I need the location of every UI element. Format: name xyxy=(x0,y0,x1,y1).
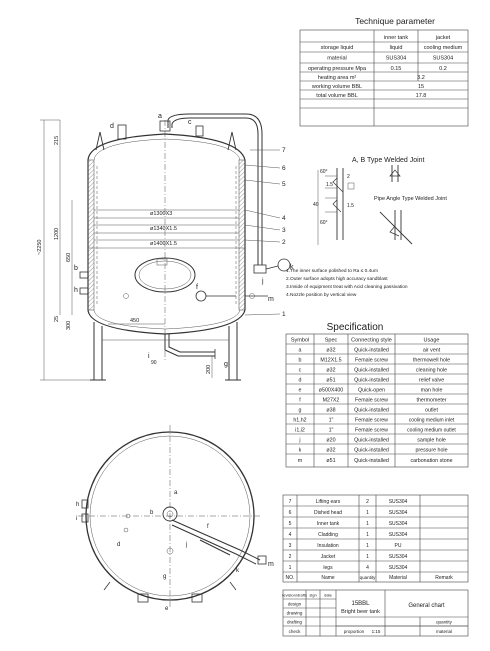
spec-cell: ø32 xyxy=(326,447,336,454)
spec-cell: M12X1.5 xyxy=(320,357,342,364)
plan-letter-f: f xyxy=(207,524,209,530)
bom-cell: 7 xyxy=(288,499,292,505)
spec-head: Usage xyxy=(423,337,440,344)
tb-chart-name: General chart xyxy=(408,603,445,609)
tech-cell: heating area m² xyxy=(317,75,357,81)
bom-cell: PU xyxy=(394,543,402,549)
dim-h-mid: 650 xyxy=(66,252,72,262)
spec-cell: 1" xyxy=(328,417,334,424)
letter-f: f xyxy=(196,284,198,291)
weld-label: 60° xyxy=(320,169,328,175)
spec-cell: h1,h2 xyxy=(293,417,307,424)
dim-d1: ø1300X3 xyxy=(150,211,173,217)
letter-a: a xyxy=(158,113,162,120)
bom-cell: legs xyxy=(323,565,333,571)
bom-cell: Dished head xyxy=(313,510,343,516)
tech-cell: storage liquid xyxy=(320,45,354,51)
tb-product-capacity: 15BBL xyxy=(351,601,370,607)
technique-parameter-table xyxy=(300,16,468,126)
dim-h-25: 25 xyxy=(54,315,60,322)
tech-cell: 0.15 xyxy=(390,66,402,72)
bom-cell: 3 xyxy=(288,543,292,549)
tech-cell: total volume BBL xyxy=(316,93,358,99)
plan-letter-i: i xyxy=(76,516,78,522)
note-line: 3.Inside of equipment treat with Acid cleaning passivation xyxy=(286,285,408,290)
letter-g: g xyxy=(224,361,228,368)
weld-label: 1.5 xyxy=(326,182,333,188)
spec-cell: cleaning hole xyxy=(415,367,448,374)
spec-cell: e xyxy=(298,387,302,394)
nozzle-d xyxy=(118,125,126,139)
letter-i: i xyxy=(148,353,150,360)
spec-cell: M27X2 xyxy=(322,397,340,404)
spec-cell: k xyxy=(298,447,302,454)
tb-check: check xyxy=(288,629,301,634)
bom-head: quantity xyxy=(359,575,376,580)
bom-cell: 4 xyxy=(288,532,292,538)
tb-proportion: proportion xyxy=(343,629,365,634)
tb-product-name: Bright beer tank xyxy=(341,609,380,615)
spec-cell: man hole xyxy=(420,387,443,394)
plan-letter-b: b xyxy=(150,510,154,516)
spec-cell: b xyxy=(298,357,302,364)
tech-cell: 15 xyxy=(417,84,425,90)
weld-title: A, B Type Welded Joint xyxy=(352,157,425,164)
note-line: 4.Nozzle position by vertical view xyxy=(286,293,357,298)
weld-label: 2 xyxy=(347,174,350,180)
bom-head: NO. xyxy=(285,575,295,581)
spec-cell: Quick-open xyxy=(357,387,386,394)
part-label-7: 7 xyxy=(282,147,286,154)
spec-cell: thermowell hole xyxy=(412,357,451,364)
letter-j: j xyxy=(262,278,264,285)
bom-cell: 2 xyxy=(288,554,292,560)
tech-title: Technique parameter xyxy=(355,16,435,26)
bom-cell: 6 xyxy=(288,510,292,516)
bom-cell: 1 xyxy=(366,532,369,538)
spec-cell: f xyxy=(299,397,301,404)
tb-sign: sign xyxy=(309,592,317,598)
part-label-6: 6 xyxy=(282,165,286,172)
letter-m: m xyxy=(268,296,274,303)
tb-material: material xyxy=(435,629,453,634)
spec-cell: c xyxy=(298,367,302,374)
weld-label: 60° xyxy=(320,220,328,226)
bom-frame xyxy=(283,495,468,582)
bom-head: Remark xyxy=(435,575,453,581)
tb-quantity: quantity xyxy=(436,619,452,625)
bom-cell: SUS304 xyxy=(388,532,408,538)
tank-front-view xyxy=(37,113,294,380)
plan-letter-h: h xyxy=(76,502,80,508)
spec-cell: air vent xyxy=(422,347,441,354)
plan-pipe-k xyxy=(172,520,260,560)
bom-cell: 1 xyxy=(288,565,292,571)
spec-cell: ø32 xyxy=(326,347,336,354)
plan-letter-a: a xyxy=(174,490,178,496)
insulation-left xyxy=(88,160,94,310)
plan-letter-j: j xyxy=(186,542,188,548)
tech-head-jacket: jacket xyxy=(435,35,451,41)
plan-letter-d: d xyxy=(117,542,121,548)
spec-cell: cooling medium inlet xyxy=(408,417,455,424)
weld-label: 40 xyxy=(313,202,319,208)
dim-h-90: 90 xyxy=(151,360,157,366)
part-label-2: 2 xyxy=(282,239,286,246)
letter-k: k xyxy=(290,264,294,271)
bom-cell: 1 xyxy=(366,521,369,527)
note-line: 2.Outer surface adopts high accuracy sandblast xyxy=(286,277,388,282)
spec-cell: Female screw xyxy=(355,417,388,424)
tech-cell: operating pressure Mpa xyxy=(307,66,367,72)
tb-scale: 1:15 xyxy=(371,629,381,634)
dim-h-300: 300 xyxy=(66,320,72,330)
bom-cell: 4 xyxy=(366,565,369,571)
dim-h-top: 215 xyxy=(54,135,60,145)
note-line: 1.The inner surface polished to Ra ≤ 0.4um xyxy=(286,269,378,274)
bom-cell: SUS304 xyxy=(388,554,408,560)
dished-head-top xyxy=(88,134,245,160)
spec-cell: ø500X400 xyxy=(318,387,344,394)
spec-cell: Female screw xyxy=(355,427,388,434)
tb-date: date xyxy=(324,592,332,598)
bom-head: Material xyxy=(389,575,407,581)
spec-cell: Quick-installed xyxy=(354,347,389,354)
tank-plan-view xyxy=(76,425,274,612)
spec-cell: pressure hole xyxy=(415,447,448,454)
bom-cell: Insulation xyxy=(317,543,339,549)
dim-d2: ø1340X1.5 xyxy=(150,226,177,232)
spec-head: Connecting style xyxy=(351,337,392,344)
spec-cell: Female screw xyxy=(355,397,388,404)
spec-cell: outlet xyxy=(425,407,438,414)
spec-cell: ø32 xyxy=(326,367,336,374)
bom-cell: Jacket xyxy=(320,554,336,560)
spec-head: Symbol xyxy=(290,337,310,344)
tech-cell: 3.2 xyxy=(417,75,425,81)
pressure-gauge-k xyxy=(278,259,290,271)
bom-cell: 1 xyxy=(366,554,369,560)
plan-letter-g: g xyxy=(163,574,167,580)
spec-cell: j xyxy=(299,437,301,444)
bom-head: Name xyxy=(321,575,335,581)
spec-title: Specification xyxy=(326,322,384,333)
tb-revision: revision/drafts xyxy=(282,592,307,598)
spec-cell: Quick-installed xyxy=(354,367,389,374)
tb-design: design xyxy=(287,601,302,607)
bom-cell: Cladding xyxy=(318,532,338,538)
bom-cell: SUS304 xyxy=(388,499,408,505)
spec-cell: Quick-installed xyxy=(354,407,389,414)
bom-cell: 1 xyxy=(366,510,369,516)
bom-cell: Inner tank xyxy=(316,521,340,527)
spec-cell: 1" xyxy=(328,427,334,434)
bom-cell: 2 xyxy=(366,499,369,505)
side-pipe xyxy=(168,114,262,265)
bom-cell: 1 xyxy=(366,543,369,549)
spec-cell: d xyxy=(298,377,302,384)
spec-cell: Female screw xyxy=(355,357,388,364)
spec-cell: Quick-installed xyxy=(354,458,389,464)
bom-cell: Lifting ears xyxy=(315,499,341,505)
bill-of-materials xyxy=(283,495,468,582)
tech-cell: working volume BBL xyxy=(311,84,363,90)
insulation-right xyxy=(239,160,245,310)
part-label-3: 3 xyxy=(282,227,286,234)
tech-cell: cooling medium xyxy=(423,45,463,51)
thermometer-f xyxy=(196,291,206,301)
pipe-weld-title: Pipe Angle Type Welded Joint xyxy=(374,196,447,202)
bom-cell: SUS304 xyxy=(388,521,408,527)
plan-letter-m: m xyxy=(268,561,274,568)
tech-cell: 17.8 xyxy=(415,93,427,99)
bom-cell: SUS304 xyxy=(388,510,408,516)
spec-cell: Quick-installed xyxy=(354,437,389,444)
spec-head: Spec xyxy=(324,337,338,344)
dim-h-200: 200 xyxy=(206,364,212,374)
spec-cell: g xyxy=(298,407,302,414)
tech-cell: liquid xyxy=(389,45,403,51)
letter-h: h xyxy=(74,287,78,294)
nozzle-c xyxy=(196,126,203,136)
spec-cell: cooling medium outlet xyxy=(407,427,456,434)
spec-cell: Quick-installed xyxy=(354,447,389,454)
tb-drafting: drafting xyxy=(286,619,303,625)
spec-cell: carbonation stone xyxy=(410,458,453,464)
dim-overall-height: ~2250 xyxy=(37,239,43,255)
outlet-pipe-g xyxy=(165,334,215,356)
letter-c: c xyxy=(188,119,192,126)
spec-cell: a xyxy=(298,347,302,354)
tb-drawing: drawing xyxy=(286,610,303,616)
notes xyxy=(286,268,408,298)
spec-cell: ø38 xyxy=(326,407,336,414)
spec-cell: Quick-installed xyxy=(354,377,389,384)
part-label-1: 1 xyxy=(282,311,286,318)
spec-cell: ø51 xyxy=(326,377,336,384)
plan-letter-e: e xyxy=(165,606,169,612)
welded-joint-detail xyxy=(313,157,447,245)
tech-head-inner: inner tank xyxy=(383,35,409,41)
tech-cell: SUS304 xyxy=(385,55,407,62)
spec-cell: ø51 xyxy=(326,458,336,464)
tech-cell: 0.2 xyxy=(439,66,447,72)
letter-d: d xyxy=(110,123,114,130)
tech-cell: SUS304 xyxy=(432,55,454,62)
spec-cell: thermometer xyxy=(416,397,447,404)
part-label-4: 4 xyxy=(282,215,286,222)
spec-cell: i1,i2 xyxy=(295,427,305,434)
spec-cell: m xyxy=(297,458,303,464)
spec-cell: relief valve xyxy=(418,377,445,384)
dim-h-inner: 1200 xyxy=(54,227,60,240)
tech-cell: material xyxy=(327,55,347,62)
part-label-5: 5 xyxy=(282,181,286,188)
bom-cell: SUS304 xyxy=(388,565,408,571)
bom-cell: 5 xyxy=(288,521,292,527)
dim-w-450: 450 xyxy=(130,318,140,324)
specification-table xyxy=(286,322,468,467)
spec-cell: sample hole xyxy=(417,437,446,444)
letter-b: b xyxy=(74,265,78,272)
weld-label: 1.5 xyxy=(347,203,354,209)
dim-d3: ø1400X1.5 xyxy=(150,241,177,247)
plan-letter-k: k xyxy=(236,568,239,574)
title-block xyxy=(282,590,468,636)
spec-cell: ø20 xyxy=(326,437,336,444)
